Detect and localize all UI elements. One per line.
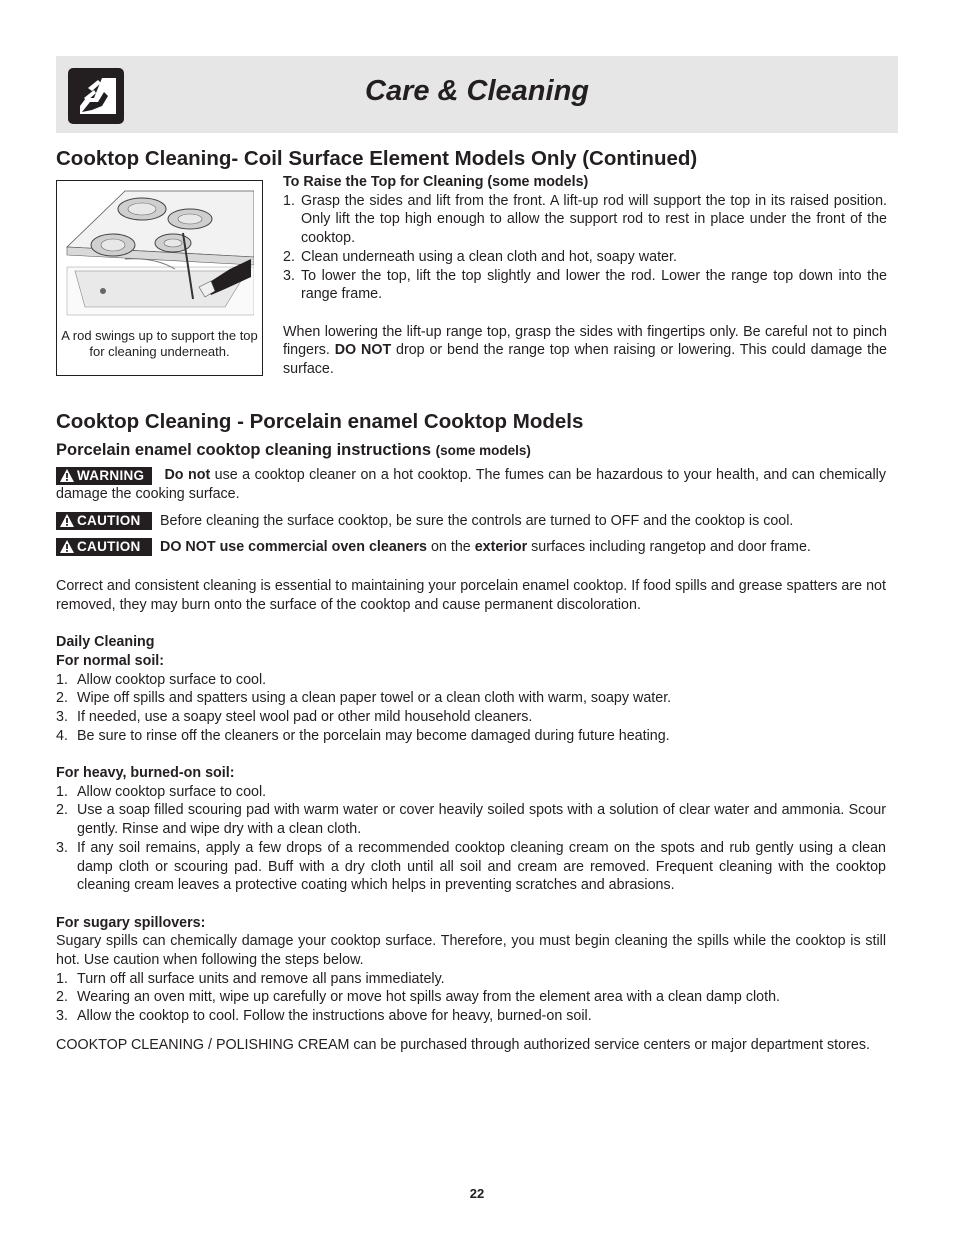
page-number: 22 xyxy=(469,1186,485,1201)
raise-top-title: To Raise the Top for Cleaning (some models) xyxy=(283,174,589,190)
raise-top-instructions xyxy=(283,173,887,379)
list-item: 3. If any soil remains, apply a few drops of a recommended cooktop cleaning cream on the spots and rub gently using a clean damp cloth or scouring pad. Buff with a dry cloth until all soil and cream are removed. Frequent cleaning with the cooktop cleaning cream leaves a protective coating which helps in preventing scratches and abrasions. xyxy=(56,839,886,894)
list-item: 4. Be sure to rinse off the cleaners or the porcelain may become damaged during future heating. xyxy=(56,727,670,744)
header-banner xyxy=(56,56,898,133)
list-item: 1. Grasp the sides and lift from the front. A lift-up rod will support the top in its raised position. Only lift the top high enough to allow the support rod to rest in place under the front of the cooktop. xyxy=(283,192,887,247)
list-item: 1. Turn off all surface units and remove all pans immediately. xyxy=(56,970,445,987)
list-item: 1. Allow cooktop surface to cool. xyxy=(56,671,267,688)
intro-paragraph: Correct and consistent cleaning is essential to maintaining your porcelain enamel cooktop. If food spills and grease spatters are not removed, they may burn onto the surface of the cooktop and cause permanent discoloration. xyxy=(56,578,886,613)
figure-caption: A rod swings up to support the top for cleaning underneath. xyxy=(61,328,258,359)
list-item: 1. Allow cooktop surface to cool. xyxy=(56,783,267,800)
porcelain-body xyxy=(56,577,886,1055)
closing-paragraph: COOKTOP CLEANING / POLISHING CREAM can be purchased through authorized service centers or major department stores. xyxy=(56,1036,870,1053)
caution-badge: CAUTION xyxy=(56,538,152,556)
raise-steps-list xyxy=(283,192,887,304)
normal-soil-steps xyxy=(56,671,886,746)
sugary-intro: Sugary spills can chemically damage your cooktop surface. Therefore, you must begin cleaning the spills while the cooktop is still hot. Use caution when following the steps below. xyxy=(56,933,886,969)
caution-notice-2: DO NOT use commercial oven cleaners on the exterior surfaces including rangetop and door frame. xyxy=(160,539,811,555)
heavy-soil-steps xyxy=(56,783,886,895)
sugary-title: For sugary spillovers: xyxy=(56,914,206,931)
page-title: Care & Cleaning xyxy=(365,75,589,107)
list-item: 2. Wipe off spills and spatters using a clean paper towel or a clean cloth with warm, soapy water. xyxy=(56,690,672,707)
normal-soil-title: For normal soil: xyxy=(56,652,165,669)
warning-badge: WARNING xyxy=(56,467,152,485)
warning-triangle-icon xyxy=(59,468,75,483)
caution-badge: CAUTION xyxy=(56,512,152,530)
porcelain-subtitle: Porcelain enamel cooktop cleaning instructions (some models) xyxy=(56,441,531,459)
raised-cooktop-illustration xyxy=(65,187,254,317)
list-item: 3. If needed, use a soapy steel wool pad or other mild household cleaners. xyxy=(56,708,533,725)
list-item: 3. Allow the cooktop to cool. Follow the instructions above for heavy, burned-on soil. xyxy=(56,1008,592,1025)
list-item: 2. Clean underneath using a clean cloth and hot, soapy water. xyxy=(283,248,677,265)
sugary-steps xyxy=(56,970,886,1026)
warning-notice: Do not use a cooktop cleaner on a hot cooktop. The fumes can be hazardous to your health, and can chemically damage the cooking surface. xyxy=(56,467,886,502)
caution-triangle-icon xyxy=(59,539,75,554)
section-title-porcelain: Cooktop Cleaning - Porcelain enamel Cooktop Models xyxy=(56,410,584,433)
caution-notice-1: Before cleaning the surface cooktop, be sure the controls are turned to OFF and the cooktop is cool. xyxy=(160,513,794,529)
list-item: 2. Wearing an oven mitt, wipe up carefully or move hot spills away from the element area with a clean damp cloth. xyxy=(56,989,781,1006)
list-item: 3. To lower the top, lift the top slightly and lower the rod. Lower the range top down into the range frame. xyxy=(283,267,887,303)
daily-cleaning-title: Daily Cleaning xyxy=(56,634,155,651)
lowering-note: When lowering the lift-up range top, grasp the sides with fingertips only. Be careful not to pinch fingers. DO NOT drop or bend the range top when raising or lowering. This could damage the surface. xyxy=(283,323,887,378)
caution-triangle-icon xyxy=(59,513,75,528)
cooktop-figure xyxy=(56,180,263,376)
heavy-soil-title: For heavy, burned-on soil: xyxy=(56,765,235,781)
section-title-coil: Cooktop Cleaning- Coil Surface Element Models Only (Continued) xyxy=(56,147,698,170)
list-item: 2. Use a soap filled scouring pad with warm water or cover heavily soiled spots with a solution of clear water and ammonia. Scour gently. Rinse and wipe dry with a clean cloth. xyxy=(56,802,886,838)
